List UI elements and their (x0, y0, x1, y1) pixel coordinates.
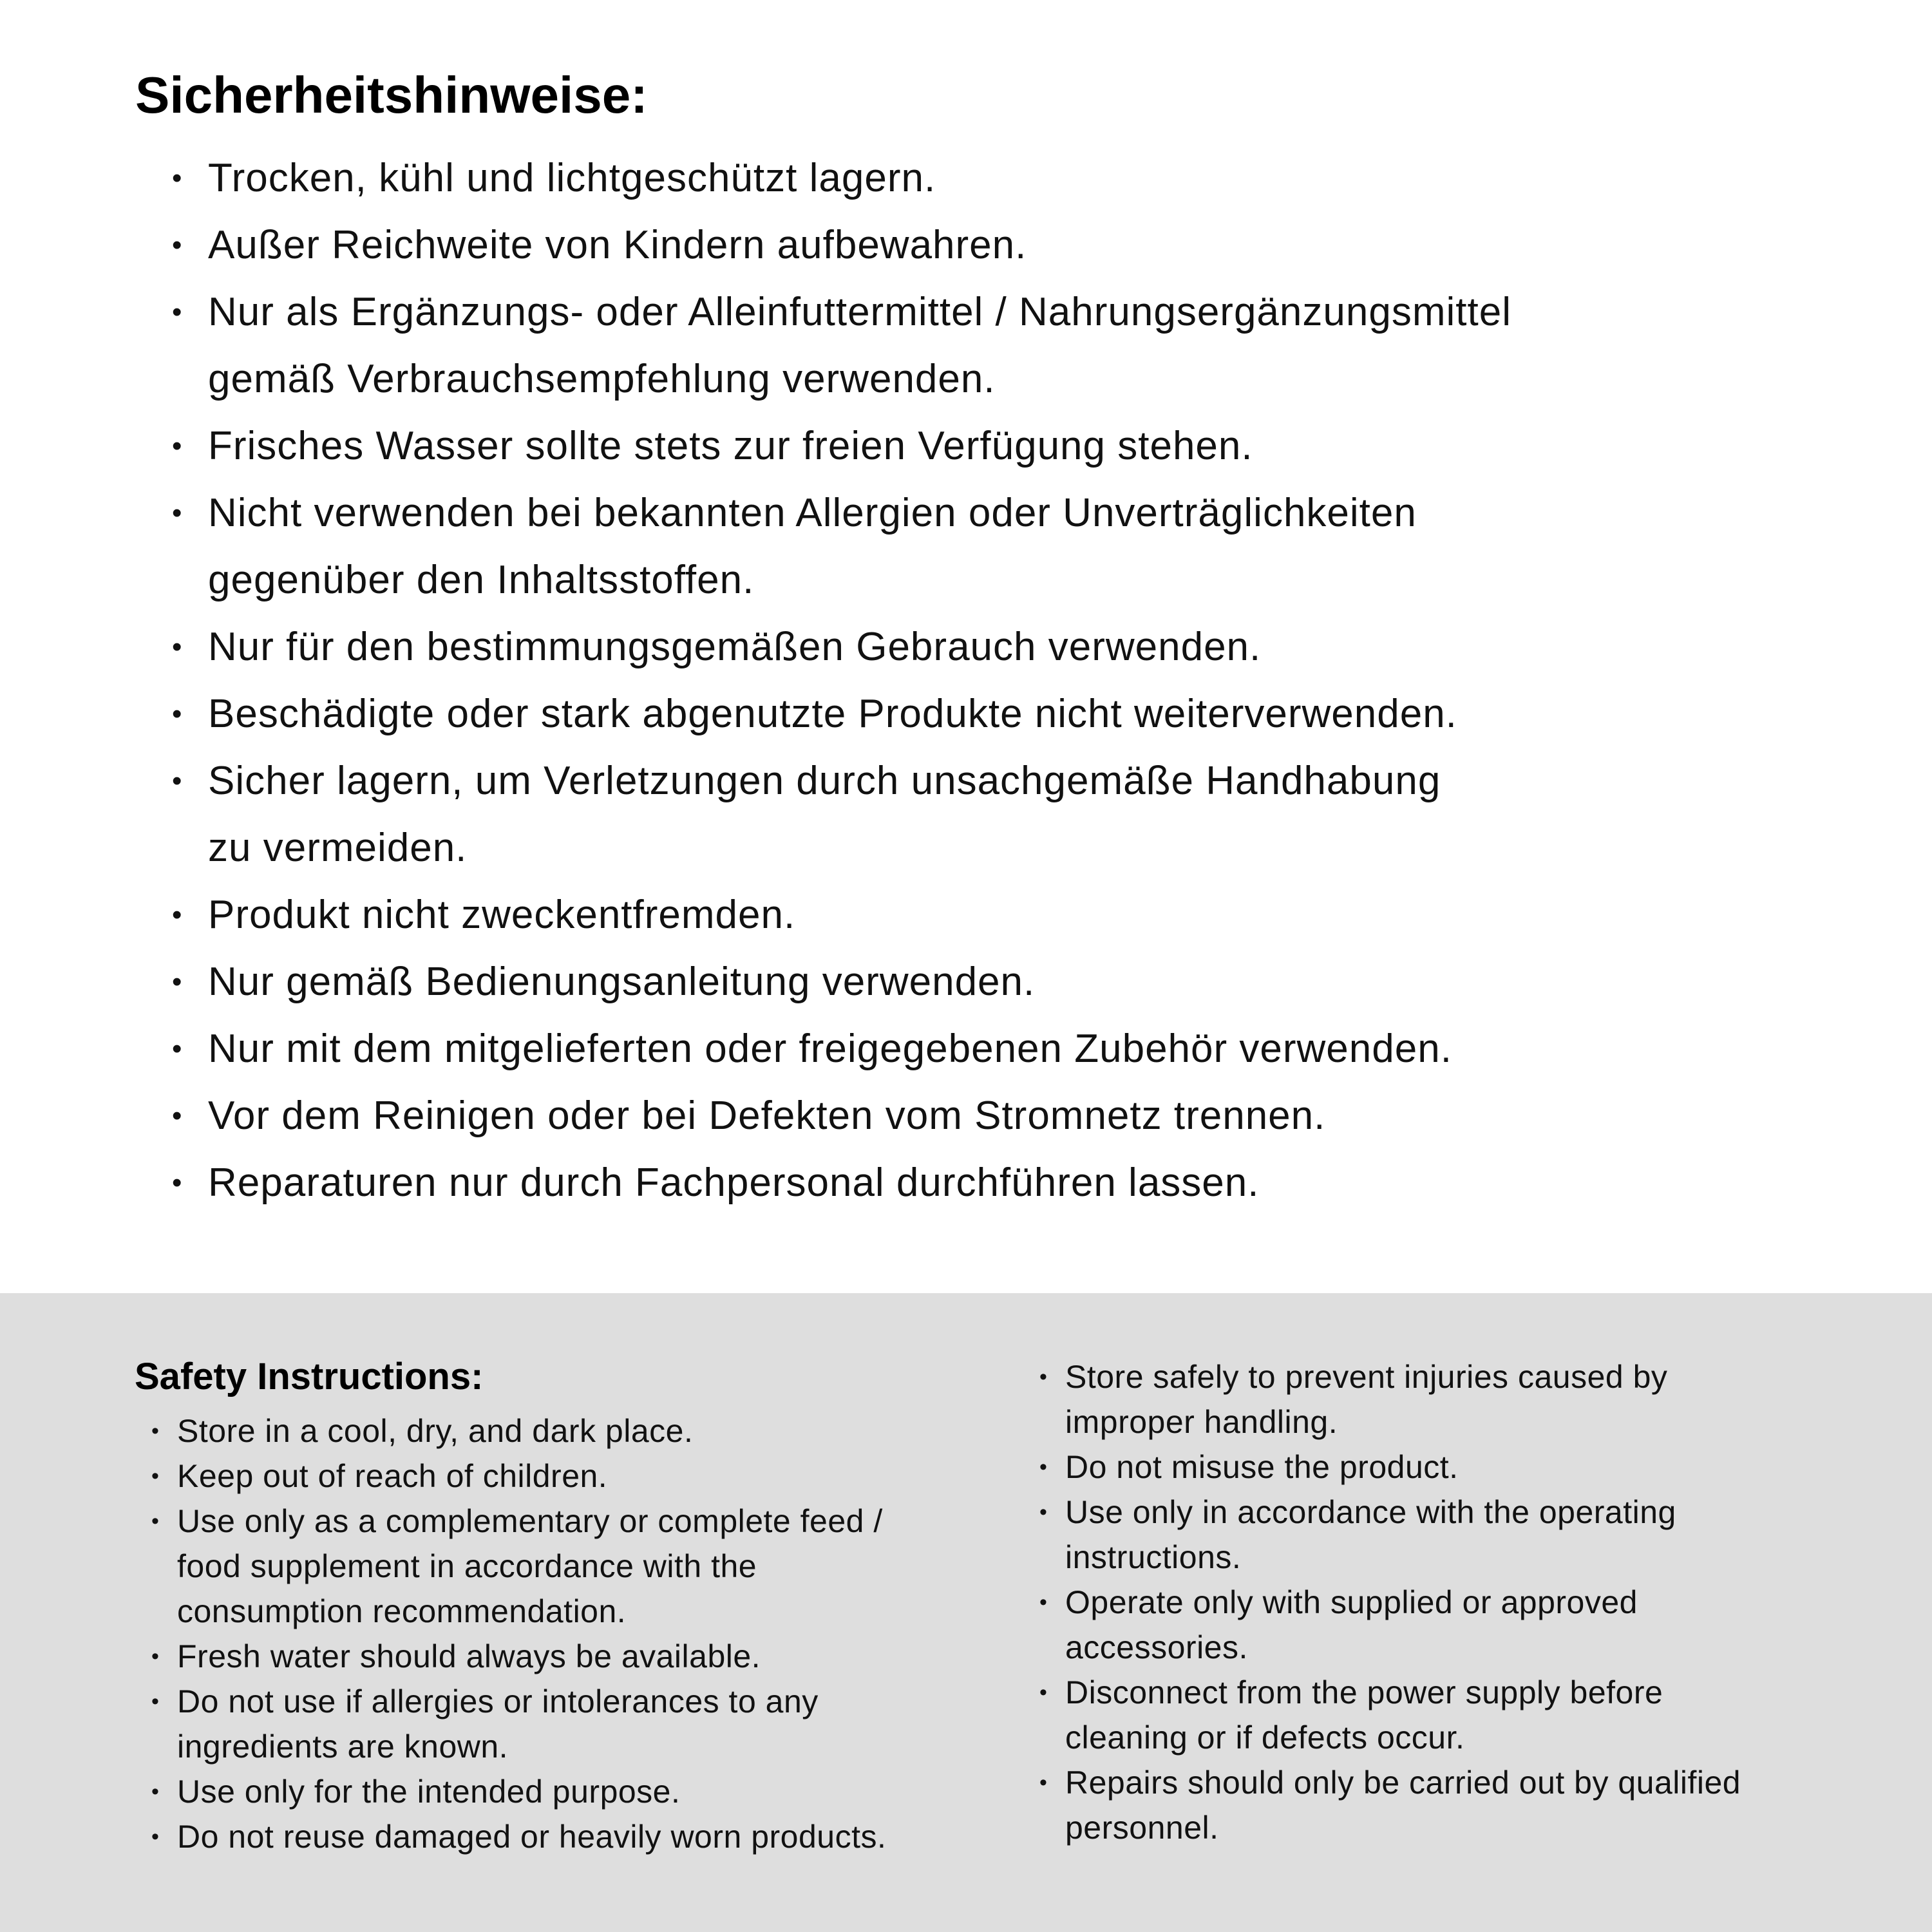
list-item (135, 1634, 1004, 1679)
list-item-line: Do not misuse the product. (1065, 1449, 1459, 1485)
list-item (172, 614, 1872, 681)
list-item-line: Nur gemäß Bedienungsanleitung verwenden. (208, 960, 1036, 1004)
bullet-icon: • (172, 698, 182, 730)
bullet-icon: • (172, 162, 182, 194)
list-item-line: Produkt nicht zweckentfremden. (208, 893, 796, 937)
list-item-line: Nicht verwenden bei bekannten Allergien oder Unverträglichkeiten (208, 491, 1417, 535)
list-item-line: Repairs should only be carried out by qualified (1065, 1765, 1741, 1801)
list-item-line: Nur als Ergänzungs- oder Alleinfuttermittel / Nahrungsergänzungsmittel (208, 290, 1511, 334)
list-item (172, 212, 1872, 279)
list-item (172, 1150, 1872, 1217)
list-item-line: Use only for the intended purpose. (177, 1774, 681, 1810)
list-item (172, 413, 1872, 480)
list-item (135, 1499, 1004, 1634)
list-item-line: ingredients are known. (177, 1728, 509, 1765)
list-item (172, 949, 1872, 1016)
list-item-line: Vor dem Reinigen oder bei Defekten vom Stromnetz trennen. (208, 1094, 1326, 1138)
bullet-icon: • (151, 1824, 159, 1849)
bullet-icon: • (172, 1033, 182, 1065)
list-item (172, 882, 1872, 949)
list-item-line: Nur mit dem mitgelieferten oder freigegebenen Zubehör verwenden. (208, 1027, 1452, 1071)
bullet-icon: • (151, 1464, 159, 1488)
list-item (135, 1814, 1004, 1859)
list-item (172, 681, 1872, 748)
page-title-english: Safety Instructions: (135, 1356, 484, 1397)
list-item-line: cleaning or if defects occur. (1065, 1719, 1465, 1756)
english-right-column (1023, 1354, 1905, 1850)
list-item-line: zu vermeiden. (208, 826, 468, 870)
bullet-icon: • (172, 430, 182, 462)
list-item (1023, 1670, 1905, 1760)
bullet-icon: • (151, 1644, 159, 1669)
list-item-line: Disconnect from the power supply before (1065, 1674, 1663, 1710)
list-item-line: gemäß Verbrauchsempfehlung verwenden. (208, 357, 996, 401)
list-item (1023, 1444, 1905, 1490)
bullet-icon: • (172, 1167, 182, 1198)
bullet-icon: • (1039, 1680, 1047, 1705)
list-item-line: Sicher lagern, um Verletzungen durch unsachgemäße Handhabung (208, 759, 1441, 803)
bullet-icon: • (172, 497, 182, 529)
list-item-line: Beschädigte oder stark abgenutzte Produkte nicht weiterverwenden. (208, 692, 1457, 736)
list-item (1023, 1490, 1905, 1580)
list-item (135, 1408, 1004, 1454)
list-item-line: Use only as a complementary or complete feed / (177, 1503, 883, 1539)
list-item-line: instructions. (1065, 1539, 1242, 1575)
bullet-icon: • (1039, 1365, 1047, 1389)
list-item (172, 1016, 1872, 1083)
list-item (172, 145, 1872, 212)
list-item-line: Fresh water should always be available. (177, 1638, 761, 1674)
bullet-icon: • (151, 1509, 159, 1533)
bullet-icon: • (172, 229, 182, 261)
list-item (135, 1769, 1004, 1814)
list-item-line: improper handling. (1065, 1404, 1338, 1440)
bullet-icon: • (1039, 1770, 1047, 1795)
list-item-line: Keep out of reach of children. (177, 1458, 608, 1494)
bullet-icon: • (172, 966, 182, 998)
list-item (135, 1454, 1004, 1499)
bullet-icon: • (172, 1100, 182, 1132)
list-item-line: Außer Reichweite von Kindern aufbewahren. (208, 223, 1027, 267)
list-item-line: Trocken, kühl und lichtgeschützt lagern. (208, 156, 936, 200)
list-item-line: gegenüber den Inhaltsstoffen. (208, 558, 755, 602)
bullet-icon: • (172, 296, 182, 328)
page-title-german: Sicherheitshinweise: (135, 66, 648, 124)
list-item-line: Store safely to prevent injuries caused by (1065, 1359, 1668, 1395)
list-item (1023, 1580, 1905, 1670)
list-item (135, 1679, 1004, 1769)
list-item-line: consumption recommendation. (177, 1593, 627, 1629)
bullet-icon: • (151, 1689, 159, 1714)
list-item (172, 748, 1872, 882)
list-item-line: Reparaturen nur durch Fachpersonal durchführen lassen. (208, 1160, 1260, 1205)
list-item-line: Use only in accordance with the operating (1065, 1494, 1676, 1530)
list-item-line: Operate only with supplied or approved (1065, 1584, 1638, 1620)
list-item-line: Frisches Wasser sollte stets zur freien Verfügung stehen. (208, 424, 1253, 468)
list-item-line: Nur für den bestimmungsgemäßen Gebrauch verwenden. (208, 625, 1262, 669)
bullet-icon: • (172, 631, 182, 663)
list-item (172, 1083, 1872, 1150)
list-item-line: Do not use if allergies or intolerances to any (177, 1683, 819, 1719)
list-item (1023, 1354, 1905, 1444)
list-item-line: accessories. (1065, 1629, 1248, 1665)
bullet-icon: • (172, 899, 182, 931)
bullet-icon: • (1039, 1455, 1047, 1479)
bullet-icon: • (151, 1779, 159, 1804)
list-item-line: food supplement in accordance with the (177, 1548, 757, 1584)
english-left-column (135, 1354, 1004, 1859)
list-item-line: personnel. (1065, 1810, 1219, 1846)
bullet-icon: • (151, 1419, 159, 1443)
list-item (172, 480, 1872, 614)
list-item (172, 279, 1872, 413)
list-item-line: Store in a cool, dry, and dark place. (177, 1413, 694, 1449)
bullet-icon: • (1039, 1500, 1047, 1524)
bullet-icon: • (1039, 1590, 1047, 1615)
bullet-icon: • (172, 765, 182, 797)
list-item-line: Do not reuse damaged or heavily worn products. (177, 1819, 887, 1855)
german-safety-list (172, 145, 1872, 1217)
list-item (1023, 1760, 1905, 1850)
